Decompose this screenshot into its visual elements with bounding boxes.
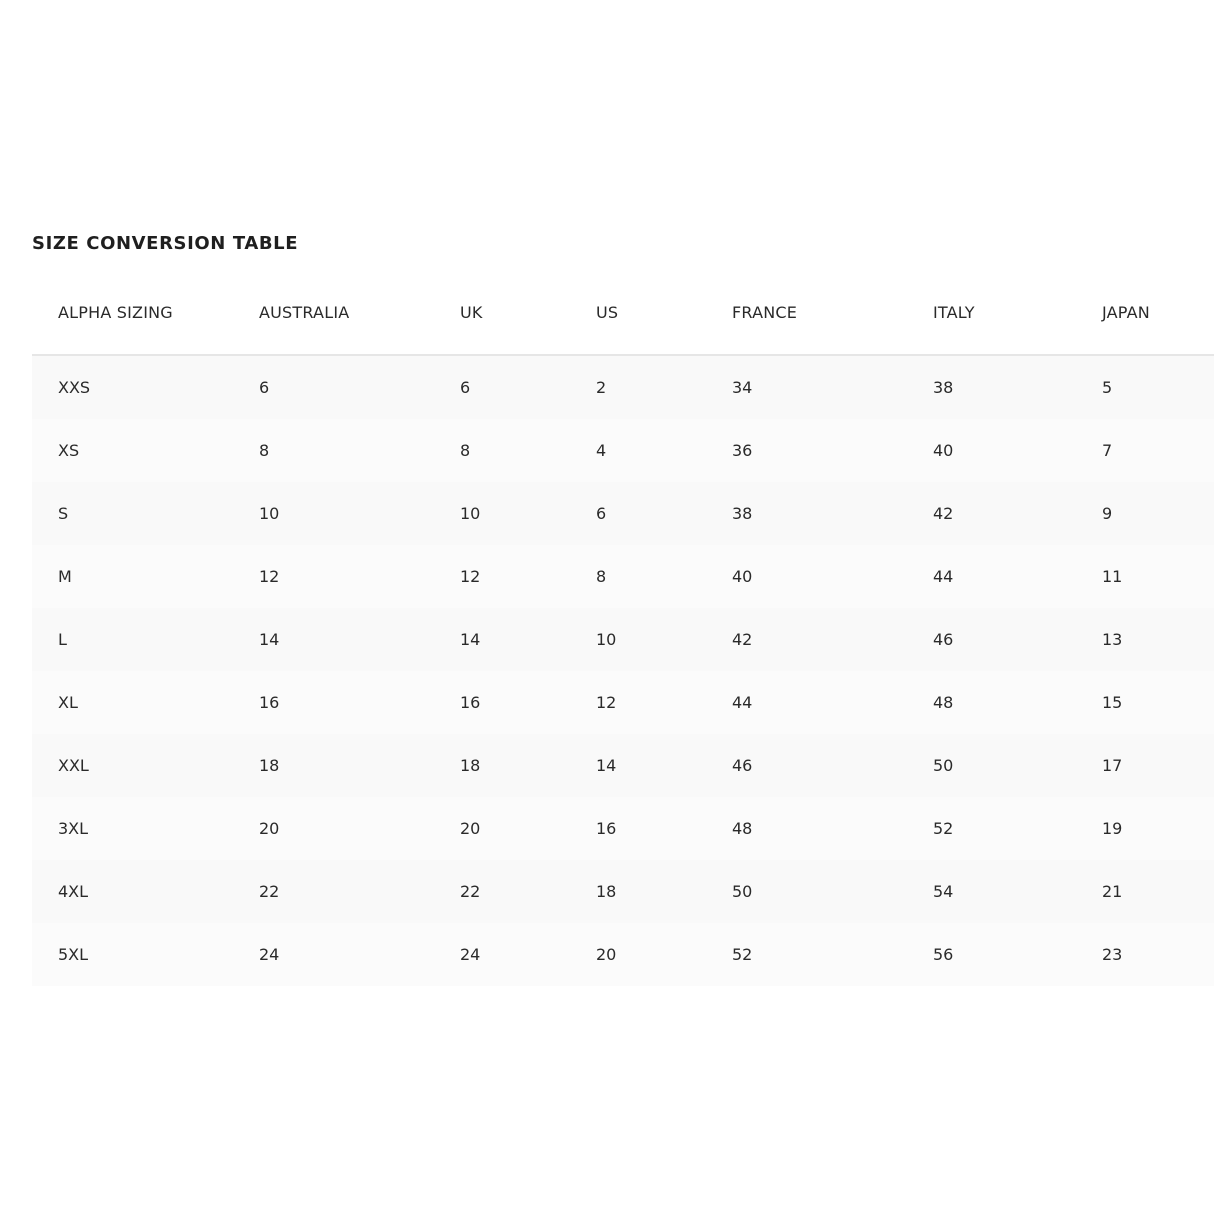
table-cell: 11: [1102, 567, 1123, 586]
table-cell: 4: [596, 441, 607, 460]
table-cell: 4XL: [58, 882, 89, 901]
table-cell: 10: [460, 504, 481, 523]
table-cell: 52: [933, 819, 954, 838]
table-cell: 20: [460, 819, 481, 838]
table-cell: XXL: [58, 756, 89, 775]
table-cell: 16: [596, 819, 617, 838]
table-cell: 54: [933, 882, 954, 901]
table-cell: 21: [1102, 882, 1123, 901]
table-row: [32, 419, 1214, 482]
page-title: SIZE CONVERSION TABLE: [32, 233, 299, 254]
table-cell: 24: [460, 945, 481, 964]
table-cell: 8: [460, 441, 471, 460]
table-cell: 38: [732, 504, 753, 523]
table-cell: L: [58, 630, 67, 649]
table-cell: 6: [460, 378, 471, 397]
table-cell: 12: [460, 567, 481, 586]
table-cell: 15: [1102, 693, 1123, 712]
column-header-france: FRANCE: [706, 270, 907, 355]
table-cell: M: [58, 567, 72, 586]
table-cell: 5XL: [58, 945, 89, 964]
table-cell: 14: [259, 630, 280, 649]
table-row: [32, 923, 1214, 986]
table-cell: 16: [259, 693, 280, 712]
table-cell: 40: [732, 567, 753, 586]
table-cell: 48: [933, 693, 954, 712]
table-cell: 52: [732, 945, 753, 964]
table-cell: 18: [259, 756, 280, 775]
table-cell: 18: [460, 756, 481, 775]
table-row: [32, 482, 1214, 545]
table-cell: 8: [596, 567, 607, 586]
table-cell: 36: [732, 441, 753, 460]
table-cell: 48: [732, 819, 753, 838]
table-cell: 46: [933, 630, 954, 649]
table-row: [32, 355, 1214, 419]
table-cell: 34: [732, 378, 753, 397]
table-cell: XS: [58, 441, 80, 460]
table-cell: XL: [58, 693, 78, 712]
size-conversion-table: [32, 270, 1214, 986]
table-cell: 20: [259, 819, 280, 838]
table-cell: 5: [1102, 378, 1113, 397]
table-cell: 20: [596, 945, 617, 964]
table-cell: 50: [732, 882, 753, 901]
table-header-row: [32, 270, 1214, 355]
table-cell: 23: [1102, 945, 1123, 964]
table-cell: 6: [596, 504, 607, 523]
table-cell: 14: [596, 756, 617, 775]
table-cell: 12: [596, 693, 617, 712]
table-cell: 40: [933, 441, 954, 460]
table-cell: 44: [732, 693, 753, 712]
table-row: [32, 545, 1214, 608]
table-cell: 8: [259, 441, 270, 460]
column-header-uk: UK: [434, 270, 570, 355]
table-cell: 13: [1102, 630, 1123, 649]
column-header-australia: AUSTRALIA: [233, 270, 434, 355]
table-cell: 16: [460, 693, 481, 712]
table-cell: 10: [596, 630, 617, 649]
table-row: [32, 734, 1214, 797]
table-cell: 12: [259, 567, 280, 586]
table-row: [32, 608, 1214, 671]
column-header-us: US: [570, 270, 706, 355]
table-cell: 42: [732, 630, 753, 649]
table-cell: 56: [933, 945, 954, 964]
table-cell: 3XL: [58, 819, 89, 838]
table-cell: 42: [933, 504, 954, 523]
column-header-italy: ITALY: [907, 270, 1076, 355]
table-cell: 2: [596, 378, 607, 397]
table-cell: 22: [460, 882, 481, 901]
table-cell: 38: [933, 378, 954, 397]
table-cell: 50: [933, 756, 954, 775]
table-cell: 9: [1102, 504, 1113, 523]
table-cell: 7: [1102, 441, 1113, 460]
column-header-alpha-sizing: ALPHA SIZING: [32, 270, 233, 355]
column-header-japan: JAPAN: [1076, 270, 1214, 355]
table-cell: 24: [259, 945, 280, 964]
table-cell: S: [58, 504, 69, 523]
table-cell: 46: [732, 756, 753, 775]
table-row: [32, 671, 1214, 734]
table-cell: 22: [259, 882, 280, 901]
table-cell: 6: [259, 378, 270, 397]
table-cell: 17: [1102, 756, 1123, 775]
table-cell: 14: [460, 630, 481, 649]
table-cell: 44: [933, 567, 954, 586]
table-row: [32, 797, 1214, 860]
table-cell: 10: [259, 504, 280, 523]
table-cell: 18: [596, 882, 617, 901]
table-cell: XXS: [58, 378, 91, 397]
table-row: [32, 860, 1214, 923]
table-cell: 19: [1102, 819, 1123, 838]
